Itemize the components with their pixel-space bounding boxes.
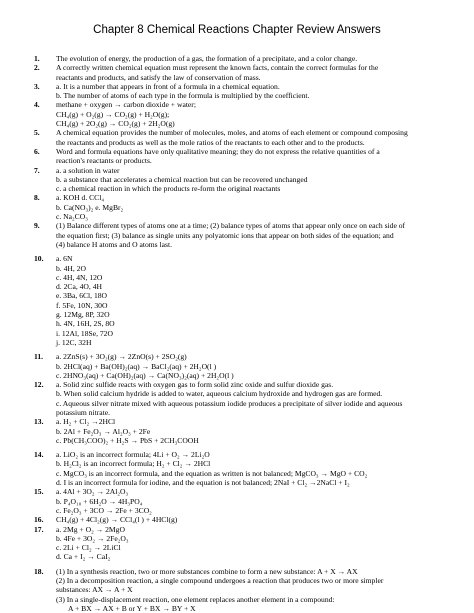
- answer-item: [34, 352, 444, 380]
- answer-line: (3) In a single-displacement reaction, one element replaces another element in a compound:: [56, 594, 335, 604]
- answer-line: b. The number of atoms of each type in the formula is multiplied by the coefficient.: [56, 91, 310, 101]
- answer-line: CH₄(g) + 4Cl₂(g) → CCl₄(l ) + 4HCl(g): [56, 515, 178, 525]
- answer-number: 18.: [34, 566, 44, 576]
- answer-line: (1) Balance different types of atoms one at a time; (2) balance types of atoms that appear only once on each side of: [56, 221, 406, 231]
- answer-item: [34, 515, 444, 524]
- answer-number: 10.: [34, 254, 44, 264]
- answer-line: c. Pb(CH₃COO)₂ + H₂S → PbS + 2CH₃COOH: [56, 435, 199, 445]
- answer-line: a. H₂ + Cl₂ →2HCl: [56, 417, 116, 427]
- answer-number: 4.: [34, 100, 40, 110]
- answer-number: 1.: [34, 54, 40, 63]
- answer-item: [34, 54, 444, 63]
- answer-line: a. It is a number that appears in front of a formula in a chemical equation.: [56, 81, 280, 91]
- answer-line: The evolution of energy, the production of a gas, the formation of a precipitate, and a color change.: [56, 54, 358, 63]
- answer-item: [34, 221, 444, 249]
- answer-line: c. a chemical reaction in which the products re-form the original reactants: [56, 184, 281, 194]
- answer-number: 17.: [34, 524, 44, 534]
- answer-body: [56, 380, 444, 417]
- answer-body: [56, 254, 444, 347]
- answer-item: [34, 166, 444, 194]
- answer-line: b. 4Fe + 3O₂ → 2Fe₂O₃: [56, 533, 129, 543]
- answer-body: [56, 54, 444, 63]
- answer-number: 9.: [34, 221, 40, 231]
- answer-number: 13.: [34, 417, 44, 427]
- answer-body: [56, 193, 444, 221]
- answer-body: [56, 450, 444, 487]
- answer-line: a. 4Al + 3O₂ → 2Al₂O₃: [56, 487, 129, 497]
- answer-line: c. 2Li + Cl₂ → 2LiCl: [56, 543, 121, 553]
- answer-line: d. 2Ca, 4O, 4H: [56, 282, 102, 292]
- answer-line: (1) In a synthesis reaction, two or more substances combine to form a new substance: A + X → AX: [56, 566, 358, 576]
- answer-line: b. P₄O₁₀ + 6H₂O → 4H₃PO₄: [56, 496, 143, 506]
- answer-line: b. 4H, 2O: [56, 263, 86, 273]
- answer-number: 2.: [34, 63, 40, 73]
- answer-line: the equation first; (3) balance as single units any polyatomic ions that appear on both sides of the equation; and: [56, 230, 394, 240]
- answer-line: the reactants and products as well as the mole ratios of the reactants to each other and to the products.: [56, 137, 365, 147]
- answer-item: [34, 525, 444, 562]
- answer-line: a. 2ZnS(s) + 3O₂(g) → 2ZnO(s) + 2SO₂(g): [56, 352, 187, 362]
- answer-line: a. 6N: [56, 254, 73, 264]
- answer-line: a. Solid zinc sulfide reacts with oxygen gas to form solid zinc oxide and sulfur dioxide gas.: [56, 380, 334, 390]
- answer-line: a. LiO₂ is an incorrect formula; 4Li + O₂ → 2Li₂O: [56, 450, 210, 460]
- answer-number: 8.: [34, 193, 40, 203]
- answer-number: 12.: [34, 380, 44, 390]
- answer-number: 16.: [34, 515, 44, 525]
- answer-line: A correctly written chemical equation must represent the known facts, contain the correct formulas for the: [56, 63, 379, 73]
- answer-line: Word and formula equations have only qualitative meaning; they do not express the relative quantities of a: [56, 146, 380, 156]
- answer-line: f. 5Fe, 10N, 30O: [56, 300, 108, 310]
- answer-number: 15.: [34, 487, 44, 497]
- answer-body: [56, 515, 444, 524]
- answer-item: [34, 254, 444, 347]
- answer-line: c. 4H, 4N, 12O: [56, 272, 103, 282]
- answer-line: c. Aqueous silver nitrate mixed with aqueous potassium iodide produces a precipitate of silver iodide and aqueous: [56, 398, 403, 408]
- answer-item: [34, 128, 444, 147]
- answer-line: i. 12Al, 18Se, 72O: [56, 328, 113, 338]
- answer-body: [56, 82, 444, 101]
- answer-item: [34, 380, 444, 417]
- answer-body: [56, 221, 444, 249]
- answer-body: [56, 166, 444, 194]
- answer-line: j. 12C, 32H: [56, 337, 92, 347]
- answer-line: c. Na₂CO₃: [56, 212, 88, 222]
- answer-item: [34, 100, 444, 128]
- answer-line: b. a substance that accelerates a chemical reaction but can be recovered unchanged: [56, 174, 308, 184]
- answer-line: reaction's reactants or products.: [56, 156, 152, 166]
- answer-line: a. a solution in water: [56, 165, 120, 175]
- answer-number: 6.: [34, 146, 40, 156]
- answer-body: [56, 352, 444, 380]
- answer-line: c. MgCO₃ is an incorrect formula, and the equation as written is not balanced; MgCO₃ → MgO + CO₂: [56, 468, 368, 478]
- answer-number: 3.: [34, 81, 40, 91]
- answer-line: c. Fe₂O₃ + 3CO → 2Fe + 3CO₂: [56, 505, 152, 515]
- answer-body: [56, 487, 444, 515]
- answer-body: [56, 63, 444, 82]
- answer-line: a. KOH d. CCl₄: [56, 193, 104, 203]
- answer-line: c. 2HNO₃(aq) + Ca(OH)₂(aq) → Ca(NO₃)₂(aq) + 2H₂O(l ): [56, 370, 234, 380]
- answer-body: [56, 567, 444, 613]
- answer-line: g. 12Mg, 8P, 32O: [56, 310, 110, 320]
- answer-line: d. Ca + I₂ → CaI₂: [56, 552, 111, 562]
- answer-number: 14.: [34, 450, 44, 460]
- answer-line: substances: AX → A + X: [56, 585, 133, 595]
- answer-line: a. 2Mg + O₂ → 2MgO: [56, 524, 125, 534]
- answer-line: d. I is an incorrect formula for iodine, and the equation is not balanced; 2NaI + Cl₂ →2NaCl + I₂: [56, 478, 350, 488]
- answer-item: [34, 567, 444, 613]
- answer-item: [34, 82, 444, 101]
- answer-list: [34, 54, 444, 613]
- answer-number: 11.: [34, 352, 44, 362]
- answer-item: [34, 450, 444, 487]
- answer-line: b. When solid calcium hydride is added to water, aqueous calcium hydroxide and hydrogen gas are formed.: [56, 389, 383, 399]
- answer-number: 7.: [34, 165, 40, 175]
- answer-line: potassium nitrate.: [56, 407, 110, 417]
- answer-line: (2) In a decomposition reaction, a single compound undergoes a reaction that produces two or more simpler: [56, 576, 384, 586]
- answer-number: 5.: [34, 128, 40, 138]
- answer-body: [56, 525, 444, 562]
- answer-line: (4) balance H atoms and O atoms last.: [56, 239, 172, 249]
- answer-line: b. Ca(NO₃)₂ e. MgBr₂: [56, 202, 124, 212]
- answer-line: CH₄(g) + O₂(g) → CO₂(g) + H₂O(g);: [56, 109, 170, 119]
- answer-line: b. 2Al + Fe₂O₃ → Al₂O₃ + 2Fe: [56, 426, 151, 436]
- answer-body: [56, 147, 444, 166]
- answer-line: reactants and products, and satisfy the law of conservation of mass.: [56, 72, 261, 82]
- answer-item: [34, 417, 444, 445]
- answer-line: b. H₂Cl₂ is an incorrect formula; H₂ + Cl₂ → 2HCl: [56, 459, 211, 469]
- answer-item: [34, 487, 444, 515]
- answer-line: h. 4N, 16H, 2S, 8O: [56, 319, 115, 329]
- answer-item: [34, 63, 444, 82]
- answer-item: [34, 147, 444, 166]
- answer-body: [56, 100, 444, 128]
- answer-line: A chemical equation provides the number of molecules, moles, and atoms of each element or compound composing: [56, 128, 408, 138]
- answer-line: CH₄(g) + 2O₂(g) → CO₂(g) + 2H₂O(g): [56, 119, 175, 129]
- answer-item: [34, 193, 444, 221]
- page-title: Chapter 8 Chemical Reactions Chapter Review Answers: [93, 24, 381, 36]
- answer-line: b. 2HCl(aq) + Ba(OH)₂(aq) → BaCl₂(aq) + 2H₂O(l ): [56, 361, 217, 371]
- answer-line: A + BX → AX + B or Y + BX → BY + X: [68, 603, 196, 613]
- answer-line: methane + oxygen → carbon dioxide + water;: [56, 100, 196, 110]
- answer-body: [56, 417, 444, 445]
- answer-body: [56, 128, 444, 147]
- answer-line: e. 3Ba, 6Cl, 18O: [56, 291, 108, 301]
